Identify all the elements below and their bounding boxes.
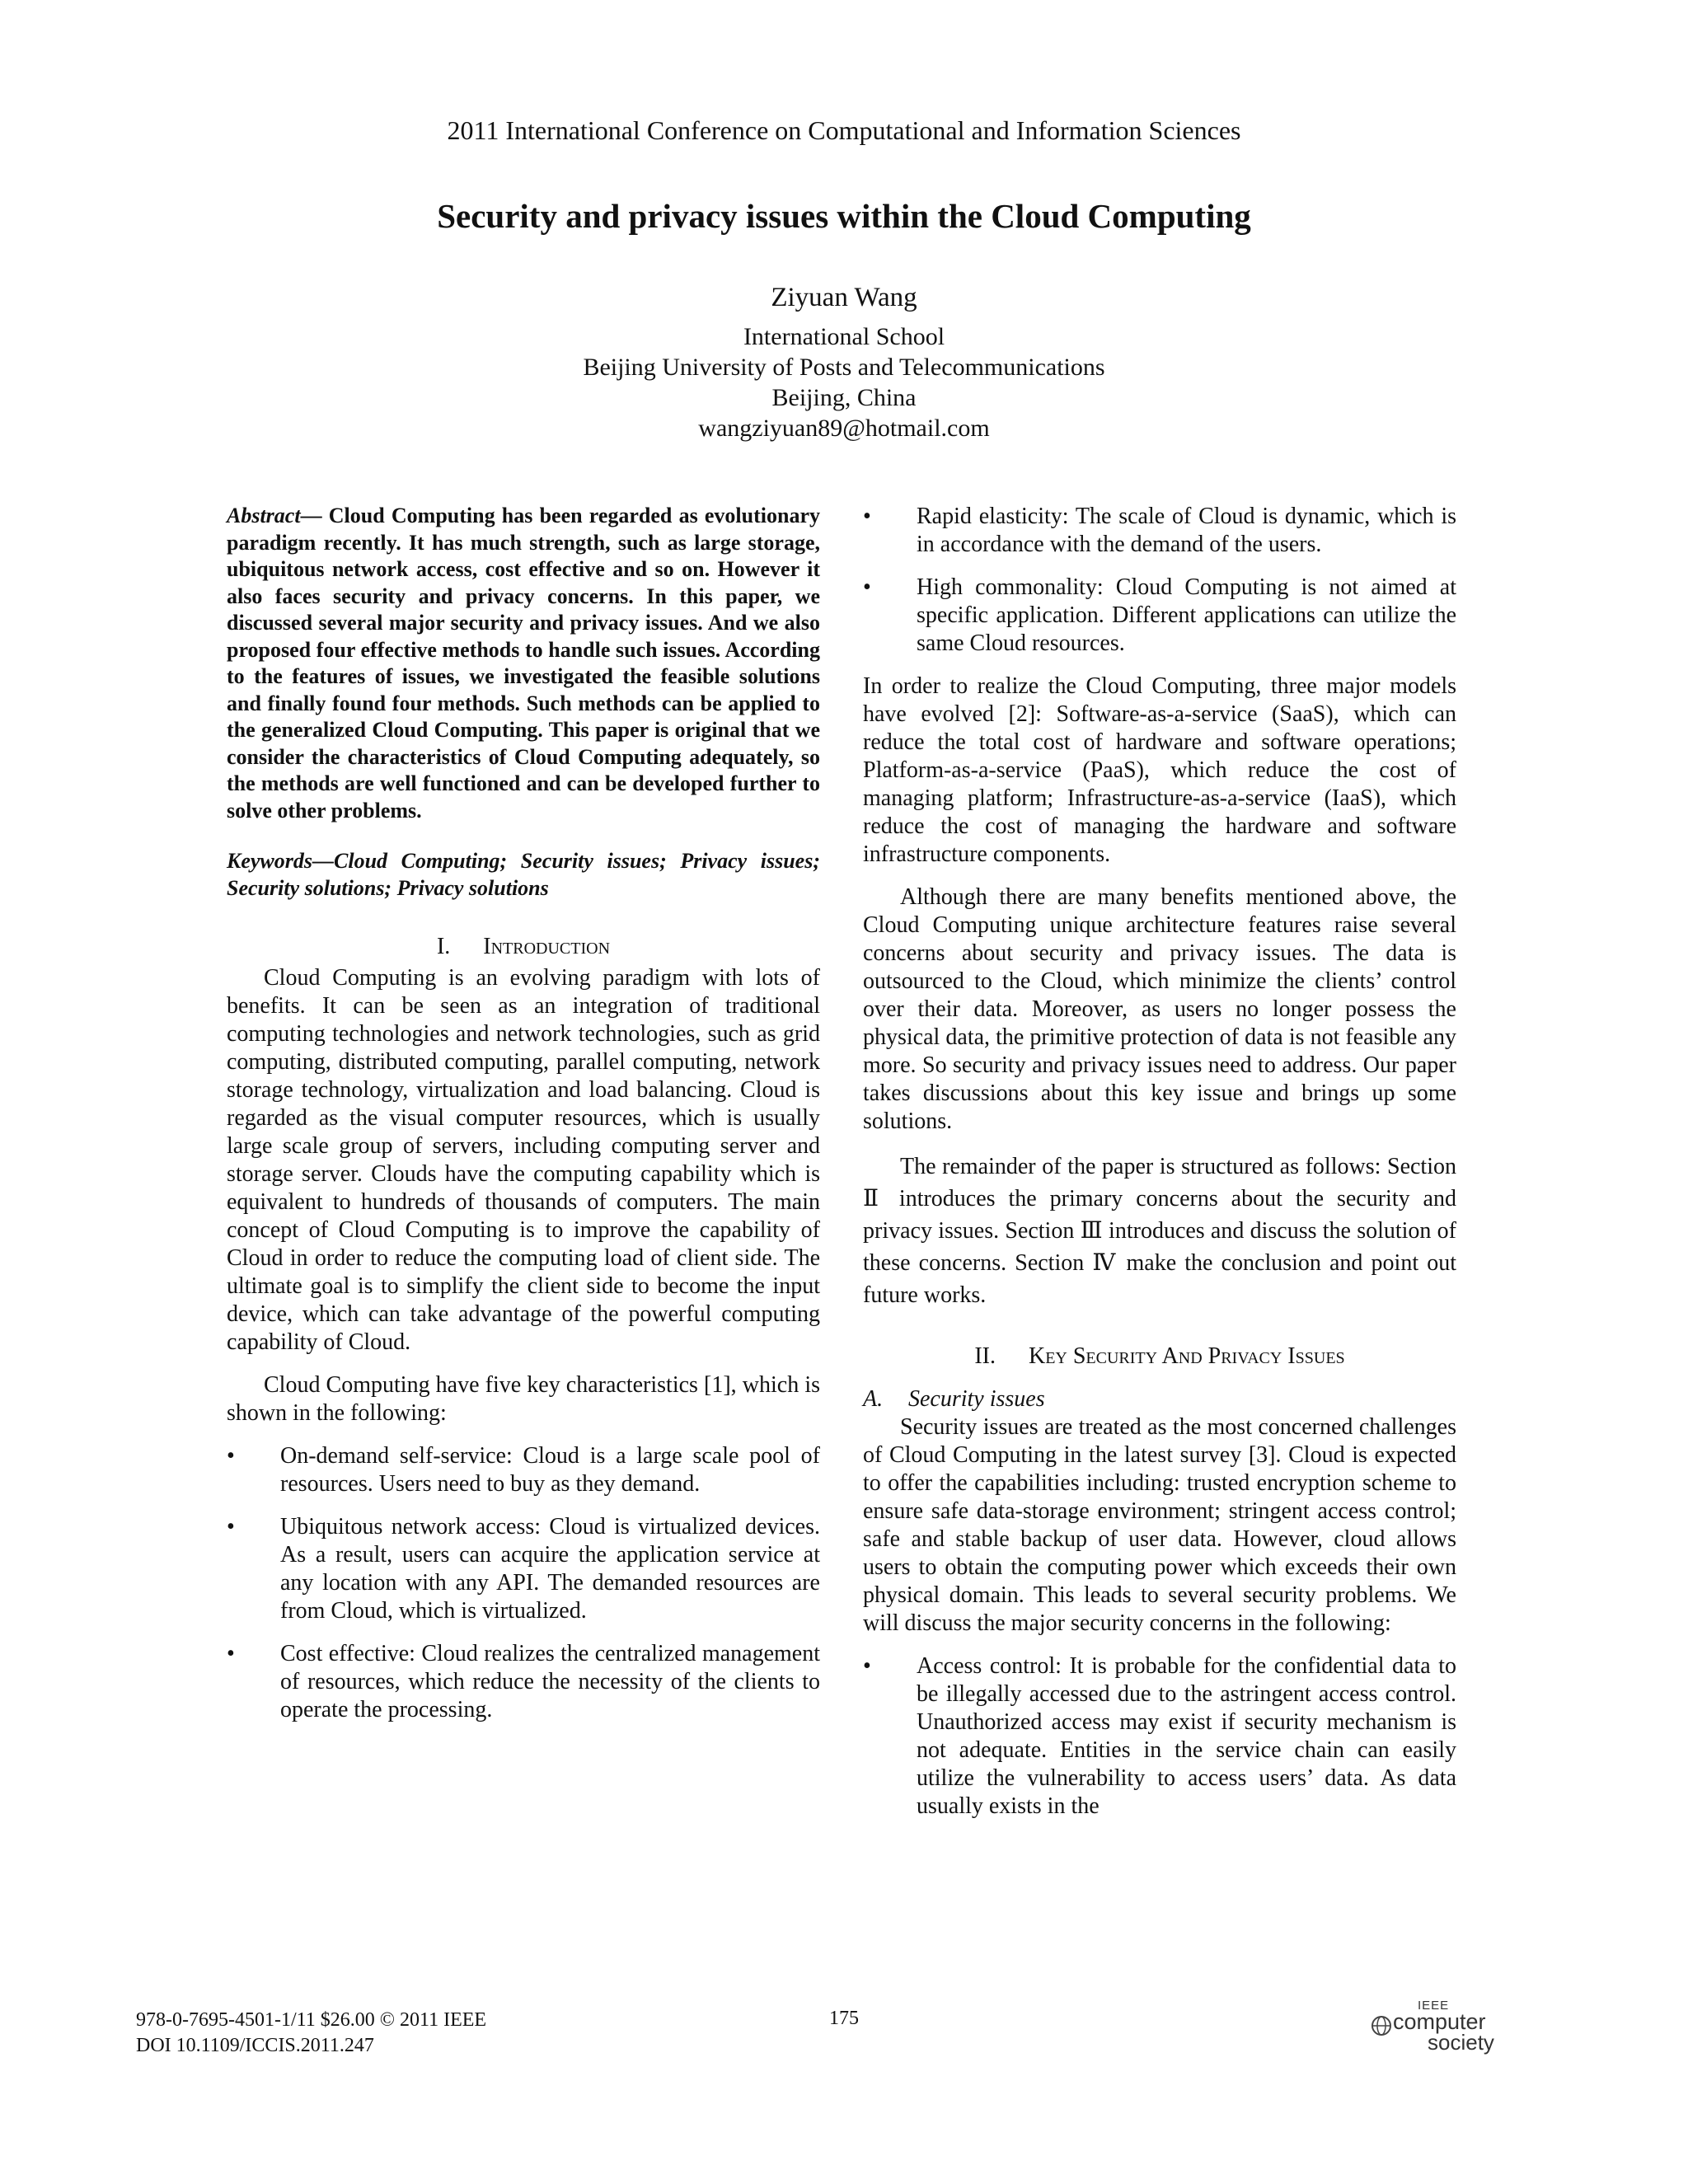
section-number: I. [436, 934, 451, 959]
list-item [227, 1513, 820, 1625]
list-item-text: Rapid elasticity: The scale of Cloud is dynamic, which is in accordance with the demand of the users. [917, 504, 1456, 557]
bullet-icon: • [227, 1514, 235, 1540]
section-number: II. [974, 1343, 996, 1369]
characteristics-list-right [863, 503, 1456, 658]
section-title: Key Security And Privacy Issues [1028, 1343, 1345, 1369]
globe-icon [1371, 2015, 1392, 2036]
list-item-text: Access control: It is probable for the confidential data to be illegally accessed due to the astringent access control. Unauthorized access may exist if security mechanism is not adequate. Entities in the service chain can easily utilize the vulnerability to access users’ data. As data usually exists in the [917, 1653, 1456, 1819]
author-affiliation [0, 321, 1688, 443]
bullet-icon: • [227, 1443, 235, 1469]
list-item [863, 1652, 1456, 1821]
list-item [227, 1640, 820, 1724]
abstract-label: Abstract [227, 504, 301, 527]
list-item [863, 503, 1456, 559]
list-item [863, 574, 1456, 658]
security-paragraph-1: Security issues are treated as the most concerned challenges of Cloud Computing in the latest survey [3]. Cloud is expected to offer the capabilities including: trusted encryption scheme to ensure safe data-storage environment; stringent access control; safe and stable backup of user data. However, cloud allows users to obtain the computing power which exceeds their own physical domain. This leads to several security problems. We will discuss the major security concerns in the following: [863, 1414, 1456, 1636]
affiliation-location: Beijing, China [771, 384, 917, 411]
intro-paragraph-3: In order to realize the Cloud Computing, three major models have evolved [2]: Software-as-a-service (SaaS), which can reduce the total cost of hardware and software operations; Platform-as-a-service (PaaS), which reduce the cost of managing platform; Infrastructure-as-a-service (IaaS), which reduce the cost of managing the hardware and software infrastructure components. [863, 673, 1456, 867]
logo-ieee-text: IEEE [1418, 1999, 1450, 2013]
logo-society-text: society [1428, 2030, 1494, 2055]
ieee-computer-society-logo [1368, 1999, 1517, 2056]
security-concerns-list [863, 1652, 1456, 1821]
affiliation-university: Beijing University of Posts and Telecommunications [583, 354, 1105, 381]
subsection-title: Security issues [908, 1386, 1045, 1412]
author-email[interactable]: wangziyuan89@hotmail.com [698, 415, 990, 442]
subsection-heading-security [863, 1385, 1456, 1413]
characteristics-list-left [227, 1442, 820, 1724]
intro-paragraph-2: Cloud Computing have five key characteristics [1], which is shown in the following: [227, 1372, 820, 1426]
intro-paragraph-1: Cloud Computing is an evolving paradigm with lots of benefits. It can be seen as an integration of traditional computing technologies and network technologies, such as grid computing, distributed computing, parallel computing, network storage technology, virtualization and load balancing. Cloud is regarded as the visual computer resources, which is usually large scale group of servers, including computing server and storage server. Clouds have the computing capability which is equivalent to hundreds of thousands of computers. The main concept of Cloud Computing is to improve the capability of Cloud in order to reduce the computing load of client side. The ultimate goal is to simplify the client side to become the input device, which can take advantage of the powerful computing capability of Cloud. [227, 965, 820, 1355]
right-column [863, 503, 1456, 1821]
bullet-icon: • [863, 1653, 871, 1679]
bullet-icon: • [227, 1641, 235, 1666]
footer-doi: DOI 10.1109/ICCIS.2011.247 [136, 2035, 374, 2056]
page-number: 175 [829, 2008, 859, 2029]
section-heading-key-issues [863, 1343, 1456, 1371]
list-item-text: Ubiquitous network access: Cloud is virtualized devices. As a result, users can acquire the application service at any location with any API. The demanded resources are from Cloud, which is virtualized. [280, 1514, 820, 1624]
bullet-icon: • [863, 504, 871, 529]
bullet-icon: • [863, 574, 871, 600]
list-item-text: High commonality: Cloud Computing is not aimed at specific application. Different applications can utilize the same Cloud resources. [917, 574, 1456, 656]
left-column [227, 503, 820, 1724]
intro-paragraph-4: Although there are many benefits mentioned above, the Cloud Computing unique architecture features raise several concerns about security and privacy issues. The data is outsourced to the Cloud, which minimize the clients’ control over their data. Moreover, as users no longer possess the physical data, the primitive protection of data is not feasible any more. So security and privacy issues need to address. Our paper takes discussions about this key issue and brings up some solutions. [863, 884, 1456, 1134]
footer-isbn: 978-0-7695-4501-1/11 $26.00 © 2011 IEEE [136, 2009, 487, 2031]
section-title: Introduction [483, 934, 611, 959]
intro-paragraph-5: The remainder of the paper is structured as follows: Section Ⅱ introduces the primary concerns about the security and privacy issues. Section Ⅲ introduces and discuss the solution of these concerns. Section Ⅳ make the conclusion and point out future works. [863, 1154, 1456, 1308]
affiliation-school: International School [743, 323, 945, 350]
abstract [227, 503, 820, 824]
subsection-number: A. [863, 1386, 884, 1412]
list-item-text: On-demand self-service: Cloud is a large scale pool of resources. Users need to buy as they demand. [280, 1443, 820, 1497]
conference-name: 2011 International Conference on Computational and Information Sciences [447, 115, 1241, 145]
author-name: Ziyuan Wang [771, 283, 917, 312]
logo-computer-text: computer [1393, 2009, 1486, 2034]
abstract-text: Cloud Computing has been regarded as evolutionary paradigm recently. It has much strength, such as large storage, ubiquitous network access, cost effective and so on. However it also faces security and privacy concerns. In this paper, we discussed several major security and privacy issues. And we also proposed four effective methods to handle such issues. According to the features of issues, we investigated the feasible solutions and finally found four methods. Such methods can be applied to the generalized Cloud Computing. This paper is original that we consider the characteristics of Cloud Computing adequately, so the methods are well functioned and can be developed further to solve other problems. [227, 504, 820, 823]
list-item-text: Cost effective: Cloud realizes the centralized management of resources, which reduce the necessity of the clients to operate the processing. [280, 1641, 820, 1722]
keywords: Keywords—Cloud Computing; Security issues; Privacy issues; Security solutions; Privacy solutions [227, 849, 820, 900]
abstract-dash: — [300, 504, 322, 527]
list-item [227, 1442, 820, 1498]
paper-title: Security and privacy issues within the Cloud Computing [437, 197, 1251, 235]
section-heading-introduction [227, 933, 820, 961]
